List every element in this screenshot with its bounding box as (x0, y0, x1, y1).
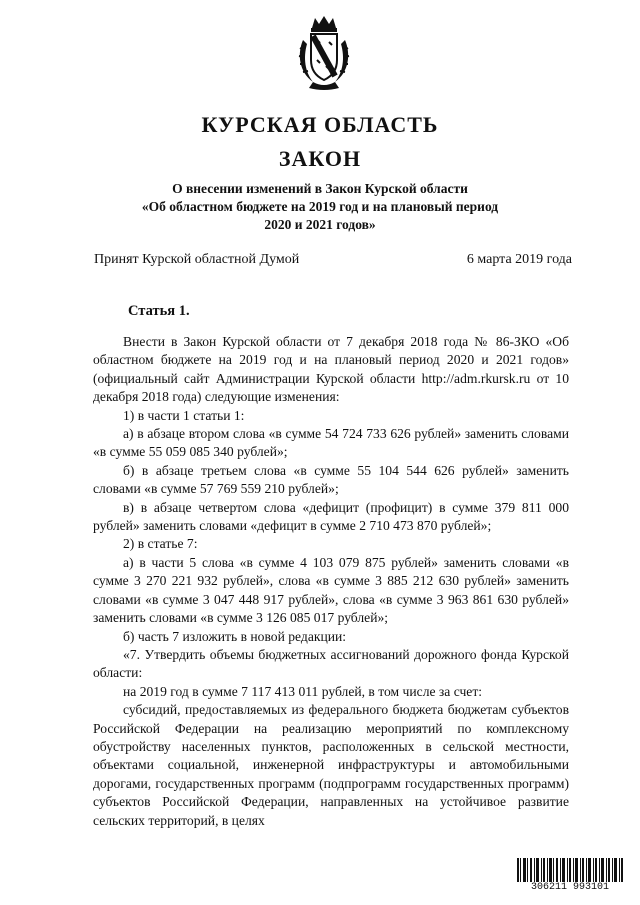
paragraph: б) в абзаце третьем слова «в сумме 55 104 544 626 рублей» заменить словами «в сумме 57 769 559 210 рублей»; (93, 462, 569, 497)
paragraph: в) в абзаце четвертом слова «дефицит (профицит) в сумме 379 811 000 рублей» заменить словами «дефицит в сумме 2 710 473 870 рублей»; (93, 499, 569, 534)
barcode-number: 306211 993101 (517, 882, 623, 893)
paragraph: 2) в статье 7: (123, 536, 198, 552)
adoption-date: 6 марта 2019 года (466, 252, 572, 267)
paragraph: «7. Утвердить объемы бюджетных ассигнований дорожного фонда Курской области: (93, 646, 569, 681)
paragraph: а) в части 5 слова «в сумме 4 103 079 875 рублей» заменить словами «в сумме 3 270 221 932 рублей», слова «в сумме 3 885 212 630 рублей» заменить словами «в сумме 3 047 448 917 рублей», слова «в сумме 3 963 861 630 рублей» заменить словами «в сумме 3 126 085 017 рублей»; (93, 554, 569, 626)
law-title-line-3: 2020 и 2021 годов» (264, 217, 376, 232)
article-body (93, 333, 569, 830)
paragraph: Внести в Закон Курской области от 7 декабря 2018 года № 86-ЗКО «Об областном бюджете на 2019 год и на плановый период 2020 и 2021 годов» (официальный сайт Администрации Курской области http://adm.rkursk.ru от 10 декабря 2018 года) следующие изменения: (93, 334, 569, 405)
region-heading: КУРСКАЯ ОБЛАСТЬ (201, 112, 439, 137)
kursk-coat-of-arms-icon (295, 14, 353, 90)
article-title: Статья 1. (128, 303, 190, 319)
paragraph: на 2019 год в сумме 7 117 413 011 рублей, в том числе за счет: (123, 683, 483, 699)
paragraph: б) часть 7 изложить в новой редакции: (123, 628, 347, 644)
paragraph: 1) в части 1 статьи 1: (123, 407, 245, 423)
paragraph: субсидий, предоставляемых из федерального бюджета бюджетам субъектов Российской Федерации на реализацию мероприятий по комплексному обустройству населенных пунктов, расположенных в сельской местности, объектами социальной, инженерной инфраструктуры и автомобильными дорогами, государственных программ (подпрограмм государственных программ) субъектов Российской Федерации, направленных на устойчивое развитие сельских территорий, в целях (93, 702, 569, 828)
adoption-line (94, 252, 572, 268)
law-title-line-1: О внесении изменений в Закон Курской области (172, 181, 468, 196)
adopted-by: Принят Курской областной Думой (94, 252, 300, 267)
law-title-line-2: «Об областном бюджете на 2019 год и на плановый период (141, 199, 499, 214)
paragraph: а) в абзаце втором слова «в сумме 54 724 733 626 рублей» заменить словами «в сумме 55 059 085 340 рублей»; (93, 426, 569, 460)
document-type-heading: ЗАКОН (278, 146, 362, 171)
